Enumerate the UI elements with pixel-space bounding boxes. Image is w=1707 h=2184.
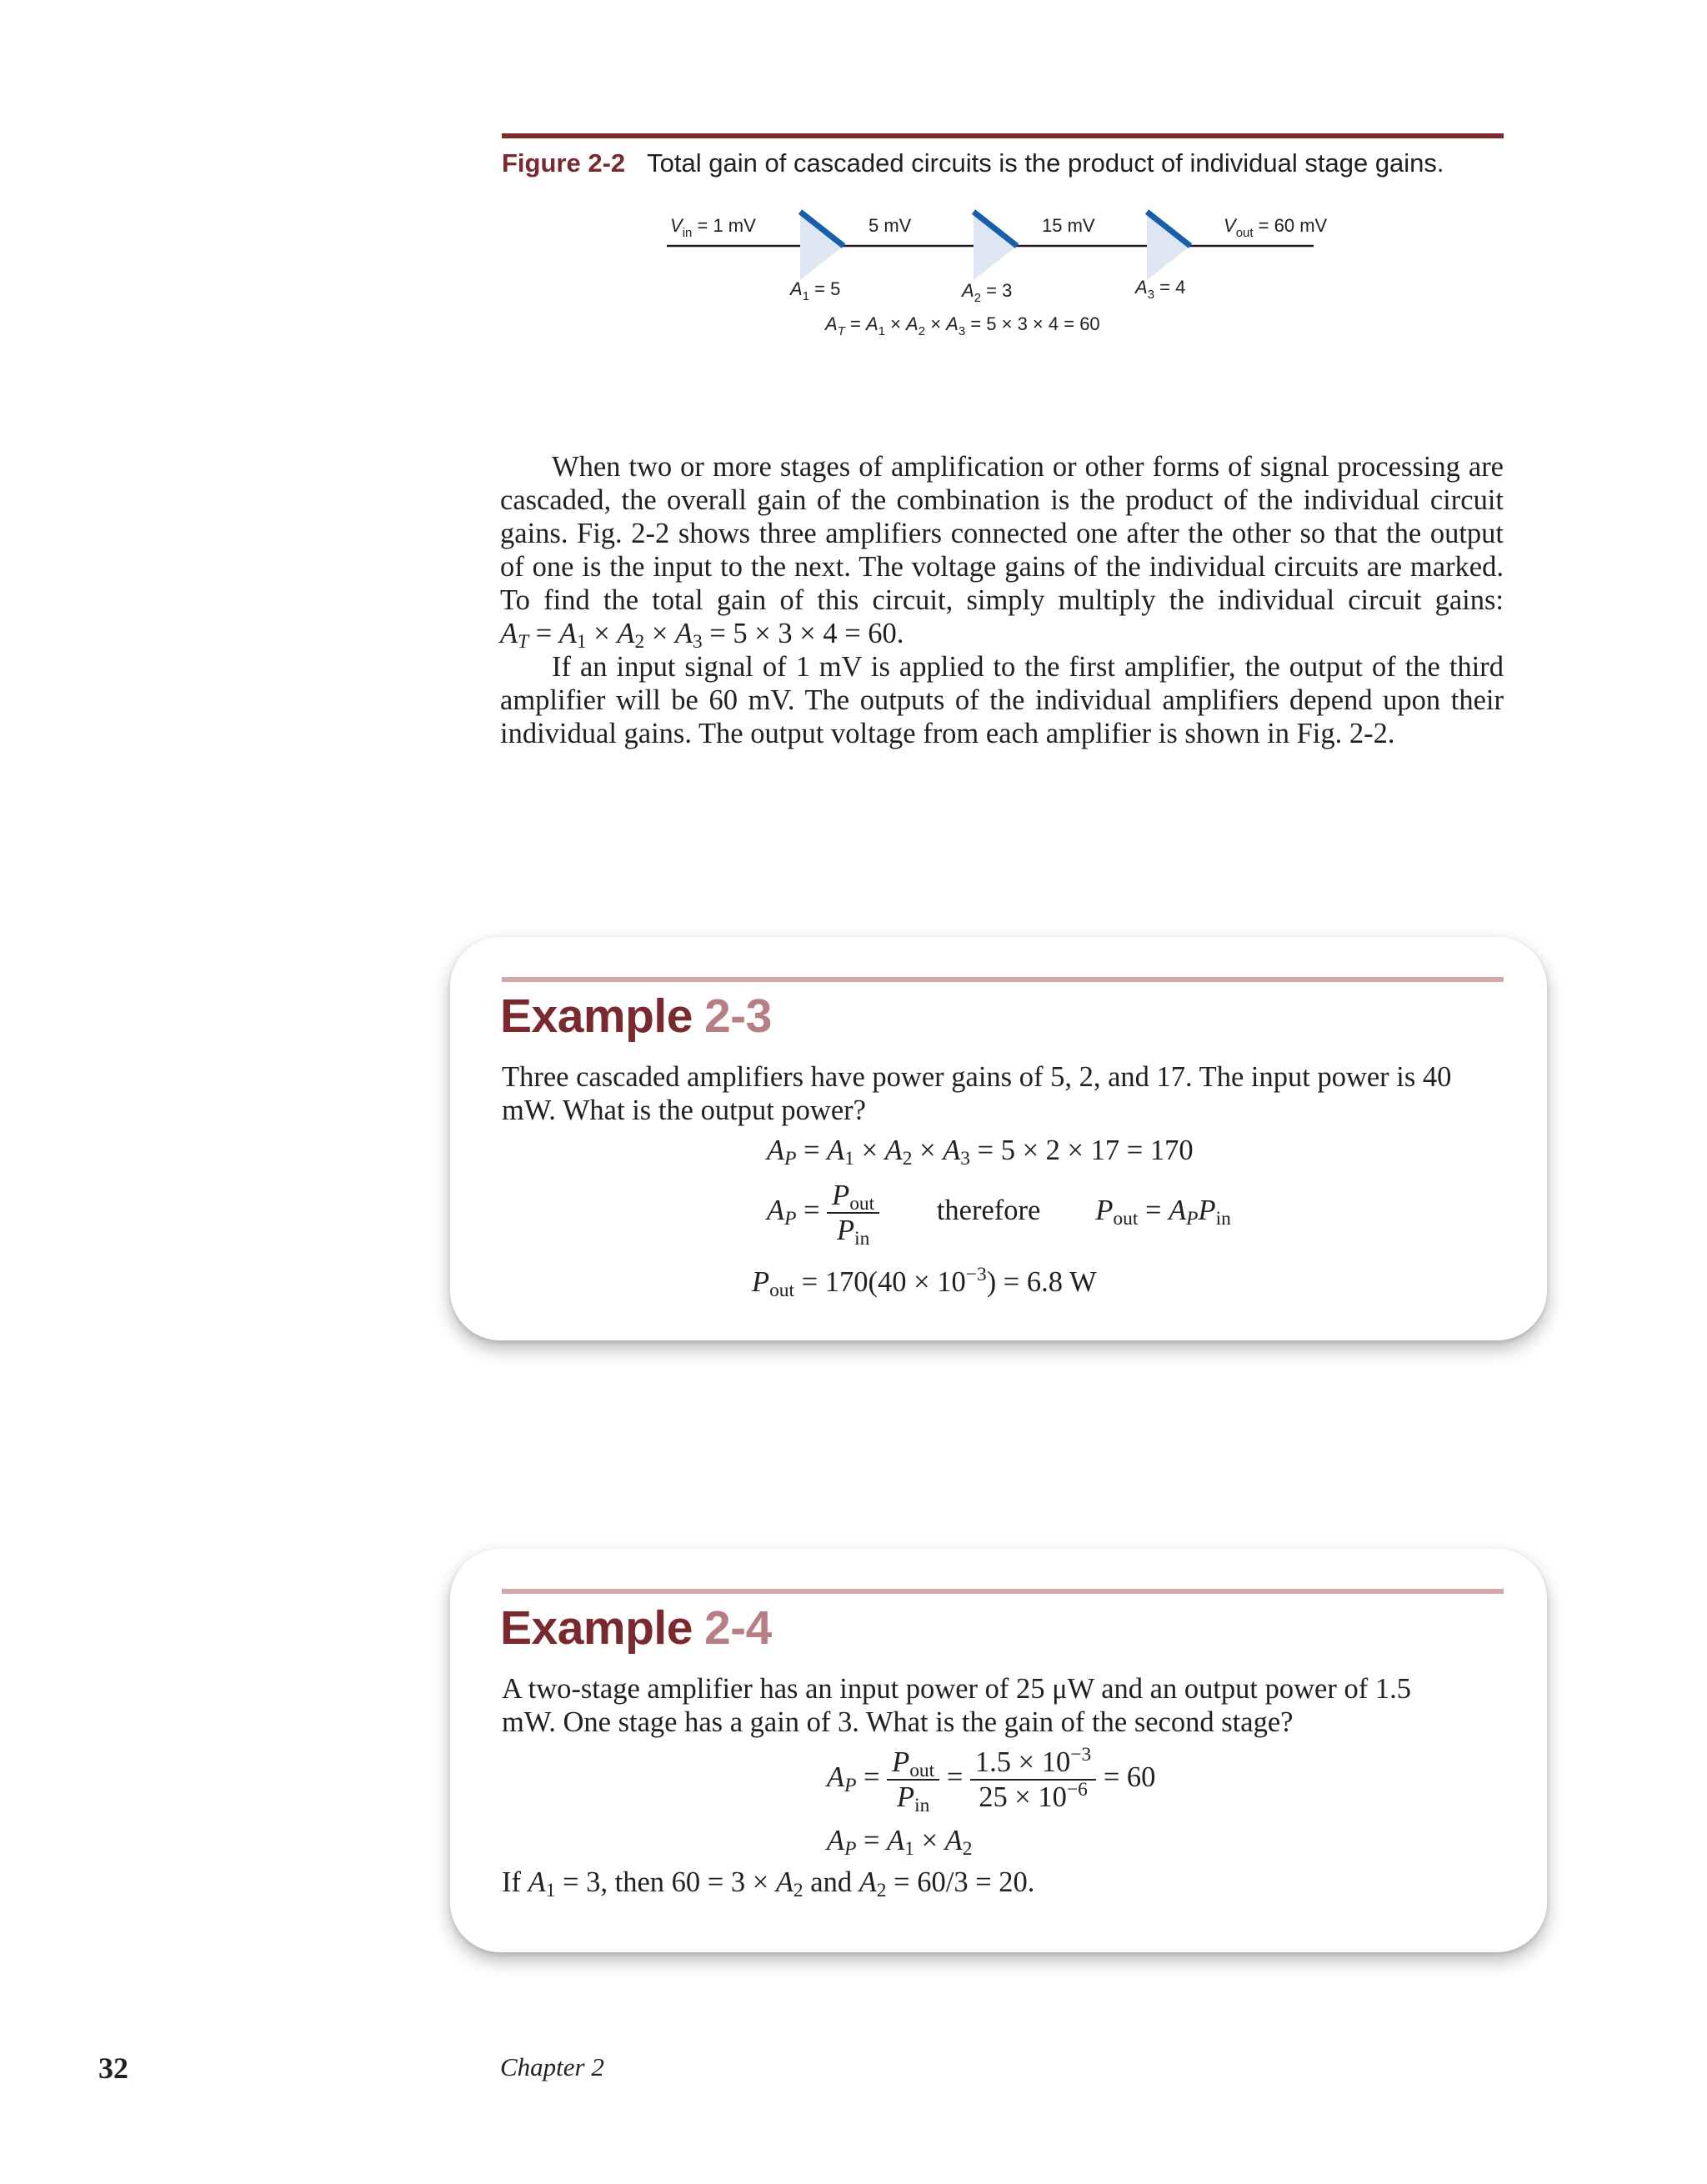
chapter-label: Chapter 2 <box>500 2052 604 2081</box>
gain-a1-label: $A_1 = 5$ <box>790 278 841 303</box>
conclusion-mid: = 3, then 60 = 3 × <box>563 1866 769 1898</box>
example-number: 2-3 <box>703 989 772 1043</box>
gain-a2-label: $A_2 = 3$ <box>962 280 1013 305</box>
fraction-numerator: 1.5 × 10 <box>974 1746 1071 1778</box>
conclusion-and: and <box>810 1866 853 1898</box>
example-2-4-title <box>500 1600 772 1656</box>
total-gain-equation: $A_T = A_1 \times A_2 \times A_3 = 5 \times 3 \times 4 = 60$ <box>825 313 1100 338</box>
power-gain-fraction: $\frac{P_{out}}{P_{in}}$ <box>827 1179 879 1247</box>
gain-a3-label: $A_3 = 4$ <box>1135 277 1186 302</box>
body-paragraph-2: If an input signal of 1 mV is applied to the first amplifier, the output of the third amplifier will be 60 mV. The outputs of the individual amplifiers depend upon their individual gains. The output voltage from each amplifier is shown in Fig. 2-2. <box>500 651 1504 749</box>
body-text <box>500 450 1504 750</box>
numerator-exponent: −3 <box>1070 1744 1092 1766</box>
example-2-3-equation-2: $A_P$ = $\frac{P_{out}}{P_{in}}$ therefore $P_{out} = A_PP_{in}$ <box>767 1180 1231 1250</box>
example-word: Example <box>500 1601 693 1655</box>
fraction-denominator: 25 × 10 <box>979 1781 1067 1813</box>
amplifier-3-symbol <box>1147 212 1190 280</box>
example-2-4-box <box>450 1549 1547 1952</box>
example-2-3-equation-1: $A_P = A_1 \times A_2 \times A_3 = 5 \times 2 \times 17 = 170$ <box>767 1135 1194 1170</box>
example-2-3-rule <box>502 977 1504 982</box>
therefore-word: therefore <box>936 1194 1041 1226</box>
example-number: 2-4 <box>703 1601 772 1655</box>
eq1-tail: = 5 × 2 × 17 = 170 <box>977 1135 1194 1166</box>
figure-label: Figure 2-2 <box>502 148 626 178</box>
gain-result: = 60 <box>1103 1761 1156 1793</box>
example-2-4-rule <box>502 1589 1504 1594</box>
example-2-4-equation-1: $A_P$ = $\frac{P_{out}}{P_{in}}$ = $\frac{1.5 \times 10^{-3}}{25 \times 10^{-6}}$ = 60 <box>827 1744 1156 1816</box>
body-paragraph-1 <box>500 450 1504 653</box>
figure-top-rule <box>502 133 1504 138</box>
example-2-4-conclusion: If $A_1 = 3$, then $60 = 3 \times A_2$ and $A_2 = 60/3 = 20$. <box>502 1866 1035 1901</box>
conclusion-if: If <box>502 1866 521 1898</box>
cascaded-amplifier-diagram <box>650 200 1367 350</box>
eq3-tail: = 170(40 × 10 <box>801 1266 966 1298</box>
conclusion-end: = 60/3 = 20. <box>894 1866 1035 1898</box>
example-2-3-box <box>450 937 1547 1340</box>
amplifier-1-symbol <box>800 212 843 280</box>
example-word: Example <box>500 989 693 1043</box>
example-2-4-equation-2: $A_P = A_1 \times A_2$ <box>827 1825 973 1860</box>
example-2-3-equation-3: $P_{out} = 170(40 \times 10^{-3}) = 6.8$ W <box>752 1264 1097 1301</box>
amplifier-2-symbol <box>974 212 1017 280</box>
example-2-4-problem: A two-stage amplifier has an input power of 25 μW and an output power of 1.5 mW. One stage has a gain of 3. What is the gain of the second stage? <box>502 1673 1411 1738</box>
figure-caption-text: Total gain of cascaded circuits is the product of individual stage gains. <box>647 148 1444 178</box>
power-ratio-fraction: $\frac{P_{out}}{P_{in}}$ <box>887 1746 939 1814</box>
example-2-3-title <box>500 989 772 1044</box>
body-equation-tail: = 5 × 3 × 4 = 60. <box>709 618 904 649</box>
example-2-3-problem: Three cascaded amplifiers have power gains of 5, 2, and 17. The input power is 40 mW. What is the output power? <box>502 1061 1452 1126</box>
denominator-exponent: −6 <box>1066 1779 1088 1801</box>
stage1-voltage-label: 5 mV <box>869 215 912 236</box>
numeric-fraction <box>970 1746 1096 1814</box>
vout-label: $V_{out} = 60$ mV <box>1224 215 1328 240</box>
eq3-end: ) = 6.8 W <box>986 1266 1097 1298</box>
body-paragraph-1-text: When two or more stages of amplification or other forms of signal processing are cascaded, the overall gain of the combination is the product of the individual circuit gains. Fig. 2-2 shows three amplifiers connected one after the other so that the output of one is the input to the next. The voltage gains of the individual circuits are marked. To find the total gain of this circuit, simply multiply the individual circuit gains: <box>500 451 1504 616</box>
figure-caption <box>502 148 1444 178</box>
diagram-svg <box>650 200 1367 350</box>
body-total-gain-equation: $A_T = A_1 \times A_2 \times A_3 = 5 \times 3 \times 4 = 60$. <box>500 618 904 653</box>
stage2-voltage-label: 15 mV <box>1042 215 1095 236</box>
vin-label: $V_{in} = 1$ mV <box>670 215 756 240</box>
page-number: 32 <box>98 2051 128 2085</box>
eq3-exponent: −3 <box>965 1264 987 1286</box>
